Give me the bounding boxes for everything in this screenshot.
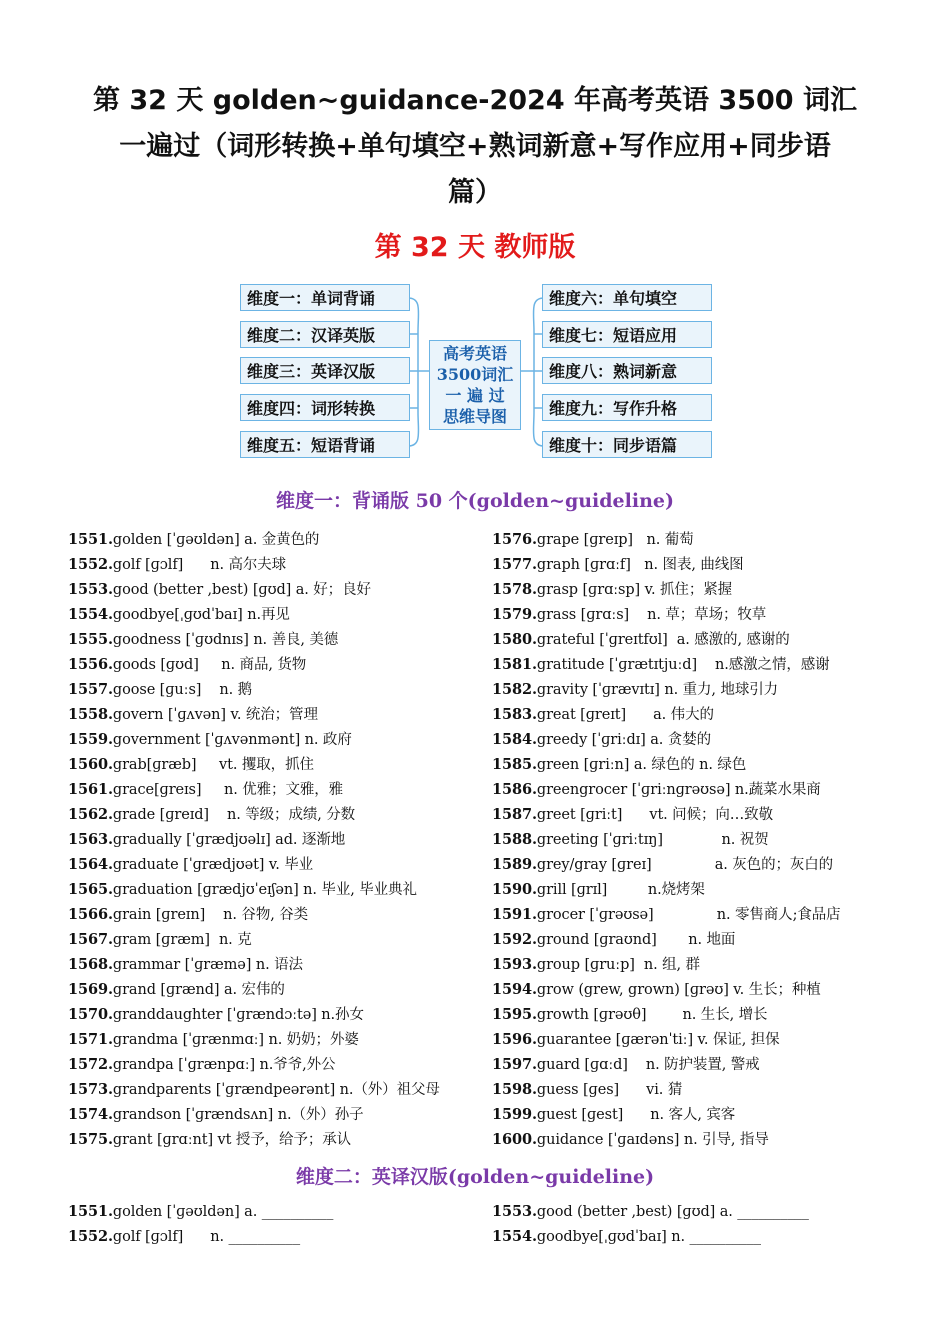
vocab-entry — [68, 1102, 478, 1127]
vocab-entry — [68, 527, 478, 552]
center-line-1: 高考英语 — [442, 344, 507, 363]
vocab-entry — [492, 527, 932, 552]
entry-text: ground [ɡraʊnd] n. 地面 — [536, 932, 736, 948]
vocab-entry — [492, 1052, 932, 1077]
entry-number: 1552. — [68, 556, 113, 573]
dimension-3-box: 维度三：英译汉版 — [240, 357, 410, 384]
entry-number: 1580. — [492, 631, 537, 648]
entry-number: 1551. — [68, 531, 113, 548]
section-1-right-column — [492, 527, 932, 1152]
entry-number: 1561. — [68, 781, 113, 798]
entry-text: goodbye[ˌɡʊdˈbaɪ] n. __________ — [536, 1229, 761, 1245]
entry-text: grandma [ˈɡrænmɑː] n. 奶奶；外婆 — [112, 1032, 359, 1048]
entry-number: 1563. — [68, 831, 113, 848]
vocab-entry — [68, 827, 478, 852]
vocab-entry — [492, 877, 932, 902]
entry-number: 1598. — [492, 1081, 537, 1098]
dimension-8-box: 维度八：熟词新意 — [542, 357, 712, 384]
vocab-entry — [492, 952, 932, 977]
entry-number: 1587. — [492, 806, 537, 823]
vocab-entry — [68, 652, 478, 677]
vocab-entry — [68, 877, 478, 902]
entry-number: 1592. — [492, 931, 537, 948]
entry-text: grandpa [ˈɡrænpɑː] n.爷爷,外公 — [112, 1057, 336, 1073]
entry-text: grant [ɡrɑːnt] vt 授予，给予；承认 — [112, 1132, 352, 1148]
entry-text: grade [ɡreɪd] n. 等级；成绩, 分数 — [112, 807, 356, 823]
entry-text: graduate [ˈɡrædjʊət] v. 毕业 — [112, 857, 314, 873]
vocab-entry — [68, 1077, 478, 1102]
entry-number: 1576. — [492, 531, 537, 548]
entry-text: growth [ɡrəʊθ] n. 生长, 增长 — [536, 1007, 768, 1023]
document-title — [60, 78, 890, 216]
entry-number: 1588. — [492, 831, 537, 848]
entry-text: grab[ɡræb] vt. 攫取，抓住 — [112, 757, 314, 773]
entry-number: 1557. — [68, 681, 113, 698]
entry-text: gram [ɡræm] n. 克 — [112, 932, 252, 948]
section-2-heading: 维度二：英译汉版(golden~guideline) — [295, 1166, 655, 1188]
entry-number: 1581. — [492, 656, 537, 673]
entry-text: graph [ɡrɑːf] n. 图表, 曲线图 — [536, 557, 744, 573]
vocab-entry — [68, 1027, 478, 1052]
vocab-entry — [492, 1077, 932, 1102]
dimension-4-box: 维度四：词形转换 — [240, 394, 410, 421]
vocab-entry — [492, 677, 932, 702]
entry-number: 1559. — [68, 731, 113, 748]
entry-number: 1555. — [68, 631, 113, 648]
vocab-entry — [492, 627, 932, 652]
dimension-6-box: 维度六：单句填空 — [542, 284, 712, 311]
entry-text: govern [ˈɡʌvən] v. 统治；管理 — [112, 707, 318, 723]
entry-number: 1596. — [492, 1031, 537, 1048]
center-line-3: 一 遍 过 — [445, 386, 505, 405]
entry-text: granddaughter [ˈɡrændɔːtə] n.孙女 — [112, 1007, 364, 1023]
entry-number: 1552. — [68, 1228, 113, 1245]
entry-text: greet [ɡriːt] vt. 问候；向…致敬 — [536, 807, 773, 823]
entry-number: 1562. — [68, 806, 113, 823]
entry-text: grass [ɡrɑːs] n. 草；草场；牧草 — [536, 607, 767, 623]
dimension-10-box: 维度十：同步语篇 — [542, 431, 712, 458]
entry-number: 1594. — [492, 981, 537, 998]
vocab-entry — [68, 1002, 478, 1027]
entry-number: 1560. — [68, 756, 113, 773]
entry-number: 1589. — [492, 856, 537, 873]
mind-map — [238, 282, 714, 462]
vocab-entry — [492, 727, 932, 752]
entry-number: 1553. — [492, 1203, 537, 1220]
entry-text: grace[ɡreɪs] n. 优雅；文雅，雅 — [112, 782, 344, 798]
vocab-entry — [68, 927, 478, 952]
entry-text: goodbye[ˌɡʊdˈbaɪ] n.再见 — [112, 607, 290, 623]
entry-number: 1583. — [492, 706, 537, 723]
entry-number: 1564. — [68, 856, 113, 873]
entry-number: 1572. — [68, 1056, 113, 1073]
entry-text: golf [ɡɔlf] n. __________ — [112, 1229, 300, 1245]
vocab-entry — [492, 802, 932, 827]
entry-text: guidance [ˈɡaɪdəns] n. 引导, 指导 — [536, 1132, 769, 1148]
vocab-entry — [68, 977, 478, 1002]
entry-text: graduation [ɡrædjʊˈeɪʃən] n. 毕业, 毕业典礼 — [112, 882, 417, 898]
vocab-entry — [492, 577, 932, 602]
entry-number: 1577. — [492, 556, 537, 573]
vocab-entry — [492, 752, 932, 777]
entry-text: green [ɡriːn] a. 绿色的 n. 绿色 — [536, 757, 747, 773]
section-1-heading: 维度一：背诵版 50 个(golden~guideline) — [276, 490, 674, 512]
vocab-entry — [68, 1052, 478, 1077]
entry-number: 1582. — [492, 681, 537, 698]
dimension-9-box: 维度九：写作升格 — [542, 394, 712, 421]
entry-text: guard [ɡɑːd] n. 防护装置, 警戒 — [536, 1057, 760, 1073]
entry-text: golf [ɡɔlf] n. 高尔夫球 — [112, 557, 287, 573]
entry-text: greeting [ˈɡriːtɪŋ] n. 祝贺 — [536, 832, 769, 848]
vocab-entry — [68, 577, 478, 602]
vocab-entry — [492, 1199, 932, 1224]
entry-text: grandson [ˈɡrændsʌn] n.（外）孙子 — [112, 1107, 364, 1123]
entry-number: 1586. — [492, 781, 537, 798]
vocab-entry — [492, 1102, 932, 1127]
entry-text: goose [ɡuːs] n. 鹅 — [112, 682, 253, 698]
section-2-right-column — [492, 1199, 932, 1249]
vocab-entry — [68, 602, 478, 627]
entry-number: 1569. — [68, 981, 113, 998]
vocab-entry — [492, 1224, 932, 1249]
vocab-entry — [492, 852, 932, 877]
entry-number: 1591. — [492, 906, 537, 923]
entry-text: grateful [ˈɡreɪtfʊl] a. 感激的, 感谢的 — [536, 632, 790, 648]
entry-number: 1571. — [68, 1031, 113, 1048]
vocab-entry — [68, 627, 478, 652]
entry-number: 1570. — [68, 1006, 113, 1023]
vocab-entry — [68, 1199, 478, 1224]
entry-number: 1597. — [492, 1056, 537, 1073]
dimension-1-box: 维度一：单词背诵 — [240, 284, 410, 311]
dimension-5-box: 维度五：短语背诵 — [240, 431, 410, 458]
entry-number: 1573. — [68, 1081, 113, 1098]
entry-text: goodness [ˈɡʊdnɪs] n. 善良, 美德 — [112, 632, 339, 648]
vocab-entry — [68, 902, 478, 927]
entry-text: group [ɡruːp] n. 组, 群 — [536, 957, 700, 973]
center-line-2: 3500词汇 — [436, 365, 514, 384]
entry-text: grandparents [ˈɡrændpeərənt] n.（外）祖父母 — [112, 1082, 440, 1098]
vocab-entry — [68, 727, 478, 752]
entry-text: grasp [ɡrɑːsp] v. 抓住；紧握 — [536, 582, 733, 598]
entry-text: greedy [ˈɡriːdɪ] a. 贪婪的 — [536, 732, 711, 748]
vocab-entry — [492, 777, 932, 802]
entry-number: 1556. — [68, 656, 113, 673]
entry-number: 1585. — [492, 756, 537, 773]
entry-number: 1568. — [68, 956, 113, 973]
entry-text: grill [ɡrɪl] n.烧烤架 — [536, 882, 705, 898]
entry-number: 1590. — [492, 881, 537, 898]
vocab-entry — [68, 1224, 478, 1249]
vocab-entry — [492, 702, 932, 727]
center-line-4: 思维导图 — [442, 407, 507, 426]
vocab-entry — [492, 602, 932, 627]
entry-number: 1567. — [68, 931, 113, 948]
entry-text: golden [ˈɡəʊldən] a. 金黄色的 — [112, 532, 320, 548]
entry-text: gravity [ˈɡrævɪtɪ] n. 重力, 地球引力 — [536, 682, 779, 698]
vocab-entry — [492, 902, 932, 927]
entry-text: guarantee [ɡærənˈtiː] v. 保证, 担保 — [536, 1032, 780, 1048]
entry-number: 1593. — [492, 956, 537, 973]
entry-number: 1600. — [492, 1131, 537, 1148]
title-line-1: 第 32 天 golden~guidance-2024 年高考英语 3500 词汇 — [93, 85, 857, 116]
entry-text: good (better ,best) [ɡʊd] a. __________ — [536, 1204, 809, 1220]
vocab-entry — [68, 1127, 478, 1152]
entry-text: guess [ɡes] vi. 猜 — [536, 1082, 683, 1098]
vocab-entry — [492, 1127, 932, 1152]
entry-text: grape [ɡreɪp] n. 葡萄 — [536, 532, 694, 548]
edition-subtitle: 第 32 天 教师版 — [374, 232, 576, 263]
entry-text: grammar [ˈɡræmə] n. 语法 — [112, 957, 303, 973]
entry-text: guest [ɡest] n. 客人, 宾客 — [536, 1107, 736, 1123]
vocab-entry — [492, 652, 932, 677]
section-2-left-column — [68, 1199, 478, 1249]
entry-text: grain [ɡreɪn] n. 谷物, 谷类 — [112, 907, 309, 923]
vocab-entry — [68, 777, 478, 802]
entry-number: 1558. — [68, 706, 113, 723]
vocab-entry — [492, 1027, 932, 1052]
entry-text: grocer [ˈɡrəʊsə] n. 零售商人;食品店 — [536, 907, 841, 923]
section-1-left-column — [68, 527, 478, 1152]
entry-text: grand [ɡrænd] a. 宏伟的 — [112, 982, 285, 998]
vocab-entry — [68, 752, 478, 777]
entry-number: 1553. — [68, 581, 113, 598]
vocab-entry — [68, 802, 478, 827]
entry-number: 1565. — [68, 881, 113, 898]
entry-number: 1579. — [492, 606, 537, 623]
vocab-entry — [68, 552, 478, 577]
entry-text: great [ɡreɪt] a. 伟大的 — [536, 707, 714, 723]
entry-number: 1551. — [68, 1203, 113, 1220]
entry-text: good (better ,best) [ɡʊd] a. 好；良好 — [112, 582, 371, 598]
vocab-entry — [68, 702, 478, 727]
title-line-2: 一遍过（词形转换+单句填空+熟词新意+写作应用+同步语 — [119, 131, 831, 162]
entry-number: 1566. — [68, 906, 113, 923]
entry-text: gradually [ˈɡrædjʊəlɪ] ad. 逐渐地 — [112, 832, 346, 848]
entry-text: government [ˈɡʌvənmənt] n. 政府 — [112, 732, 352, 748]
entry-number: 1599. — [492, 1106, 537, 1123]
mind-map-center — [429, 340, 521, 430]
vocab-entry — [492, 977, 932, 1002]
title-line-3: 篇） — [448, 177, 502, 208]
entry-text: greengrocer [ˈɡriːnɡrəʊsə] n.蔬菜水果商 — [536, 782, 821, 798]
vocab-entry — [492, 927, 932, 952]
vocab-entry — [68, 952, 478, 977]
entry-number: 1554. — [492, 1228, 537, 1245]
entry-number: 1584. — [492, 731, 537, 748]
entry-number: 1575. — [68, 1131, 113, 1148]
entry-text: goods [ɡʊd] n. 商品, 货物 — [112, 657, 307, 673]
vocab-entry — [492, 827, 932, 852]
entry-number: 1595. — [492, 1006, 537, 1023]
vocab-entry — [68, 677, 478, 702]
dimension-7-box: 维度七：短语应用 — [542, 321, 712, 348]
entry-number: 1574. — [68, 1106, 113, 1123]
vocab-entry — [492, 1002, 932, 1027]
entry-text: grey/gray [ɡreɪ] a. 灰色的；灰白的 — [536, 857, 834, 873]
vocab-entry — [68, 852, 478, 877]
entry-text: gratitude [ˈɡrætɪtjuːd] n.感激之情，感谢 — [536, 657, 830, 673]
vocab-entry — [492, 552, 932, 577]
entry-number: 1578. — [492, 581, 537, 598]
entry-number: 1554. — [68, 606, 113, 623]
entry-text: golden [ˈɡəʊldən] a. __________ — [112, 1204, 334, 1220]
dimension-2-box: 维度二：汉译英版 — [240, 321, 410, 348]
entry-text: grow (grew, grown) [ɡrəʊ] v. 生长；种植 — [536, 982, 821, 998]
